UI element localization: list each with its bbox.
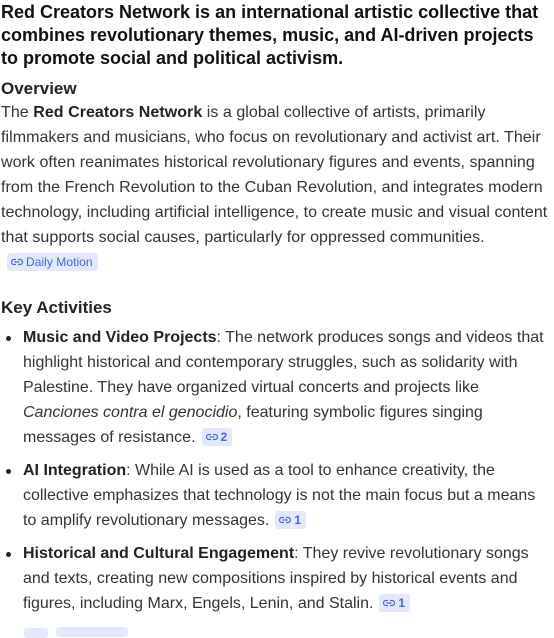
link-icon: [206, 432, 218, 442]
overview-paragraph: [1, 100, 553, 275]
citation-chip-2[interactable]: [202, 428, 233, 446]
item-text: : They revive revolutionary songs and texts, creating new compositions inspired by historical events and figures, including Marx, Engels, Lenin, and Stalin.: [23, 545, 529, 612]
citation-count: 1: [398, 596, 406, 610]
key-activities-list: [1, 325, 553, 616]
partial-citation-chip[interactable]: [24, 628, 48, 638]
link-icon: [11, 257, 23, 267]
link-icon: [383, 598, 395, 608]
overview-name: Red Creators Network: [33, 104, 203, 121]
list-item: [1, 541, 553, 616]
citation-count: 1: [294, 513, 302, 527]
link-icon: [279, 515, 291, 525]
citation-chip-1[interactable]: [275, 511, 306, 529]
overview-heading: Overview: [1, 79, 77, 98]
citation-label: Daily Motion: [26, 255, 93, 269]
citation-count: 2: [220, 430, 228, 444]
bullet-dot: [6, 469, 11, 474]
overview-lead: The: [1, 104, 34, 121]
overview-text: is a global collective of artists, primarily filmmakers and musicians, who focus on revolutionary and activist art. Their work often reanimates historical revolutionary figures and events, spanning from the French Revolution to the Cuban Revolution, and integrates modern technology, including artificial intelligence, to create music and visual content that supports social causes, particularly for oppressed communities.: [1, 104, 548, 246]
key-activities-heading: Key Activities: [1, 298, 112, 317]
item-label: AI Integration: [23, 462, 127, 479]
citation-chip-1[interactable]: [379, 594, 410, 612]
item-label: Historical and Cultural Engagement: [23, 545, 295, 562]
citation-chip-daily-motion[interactable]: [7, 253, 98, 271]
bullet-dot: [6, 336, 11, 341]
item-text: : While AI is used as a tool to enhance creativity, the collective emphasizes that technology is not the main focus but a means to amplify revolutionary messages.: [23, 462, 536, 529]
partial-citation-chip[interactable]: [56, 627, 128, 637]
answer-content: [1, 0, 553, 624]
bullet-dot: [6, 552, 11, 557]
headline: Red Creators Network is an international artistic collective that combines revolutionary themes, music, and AI-driven projects to promote social and political activism.: [1, 2, 539, 68]
list-item: [1, 458, 553, 533]
item-label: Music and Video Projects: [23, 329, 217, 346]
item-text-after: , featuring symbolic figures singing messages of resistance.: [23, 404, 483, 446]
item-italic-title: Canciones contra el genocidio: [23, 404, 238, 421]
list-item: [1, 325, 553, 450]
item-text: : The network produces songs and videos that highlight historical and contemporary struggles, such as solidarity with Palestine. They have organized virtual concerts and projects like: [23, 329, 544, 396]
